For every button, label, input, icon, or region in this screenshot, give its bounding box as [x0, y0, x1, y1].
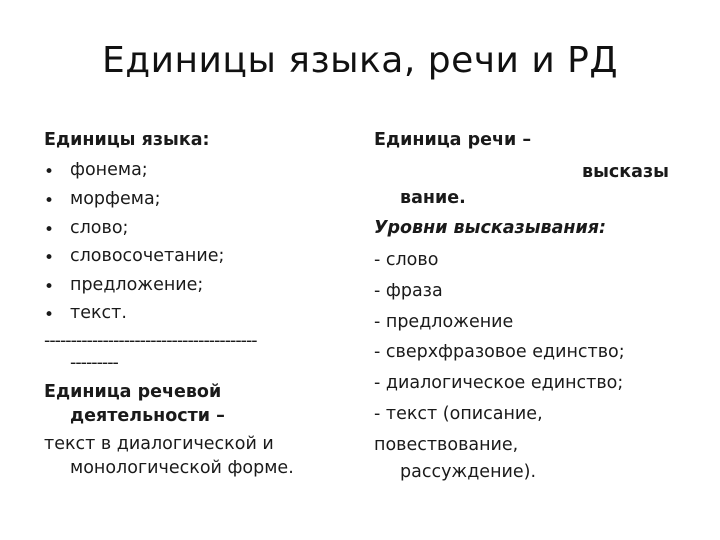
- language-units-heading: Единицы языка:: [44, 130, 210, 150]
- level-item: - сверхфразовое единство;: [374, 342, 625, 362]
- level-item: - фраза: [374, 281, 443, 301]
- level-item-continuation: повествование,: [374, 435, 519, 455]
- bullet-icon: •: [44, 305, 55, 325]
- speech-unit-word-part: вание.: [400, 188, 466, 208]
- bullet-item: слово;: [70, 218, 129, 238]
- level-item: - слово: [374, 250, 439, 270]
- bullet-icon: •: [44, 162, 55, 182]
- speech-activity-unit-heading: деятельности –: [70, 406, 225, 426]
- bullet-icon: •: [44, 191, 55, 211]
- speech-unit-word-part: высказы: [582, 162, 669, 182]
- level-item: - диалогическое единство;: [374, 373, 624, 393]
- separator-line: ---------: [70, 353, 118, 373]
- level-item: - предложение: [374, 312, 514, 332]
- level-item-continuation: рассуждение).: [400, 462, 537, 482]
- bullet-item: текст.: [70, 303, 127, 323]
- speech-activity-text: монологической форме.: [70, 458, 294, 478]
- levels-heading: Уровни высказывания:: [374, 218, 606, 238]
- speech-activity-unit-heading: Единица речевой: [44, 382, 222, 402]
- bullet-item: морфема;: [70, 189, 161, 209]
- speech-activity-text: текст в диалогической и: [44, 434, 274, 454]
- level-item: - текст (описание,: [374, 404, 543, 424]
- bullet-item: предложение;: [70, 275, 204, 295]
- bullet-item: фонема;: [70, 160, 148, 180]
- bullet-icon: •: [44, 277, 55, 297]
- separator-line: ----------------------------------------: [44, 331, 257, 351]
- slide-title: Единицы языка, речи и РД: [101, 40, 619, 81]
- speech-unit-heading: Единица речи –: [374, 130, 532, 150]
- bullet-icon: •: [44, 248, 55, 268]
- bullet-icon: •: [44, 220, 55, 240]
- bullet-item: словосочетание;: [70, 246, 225, 266]
